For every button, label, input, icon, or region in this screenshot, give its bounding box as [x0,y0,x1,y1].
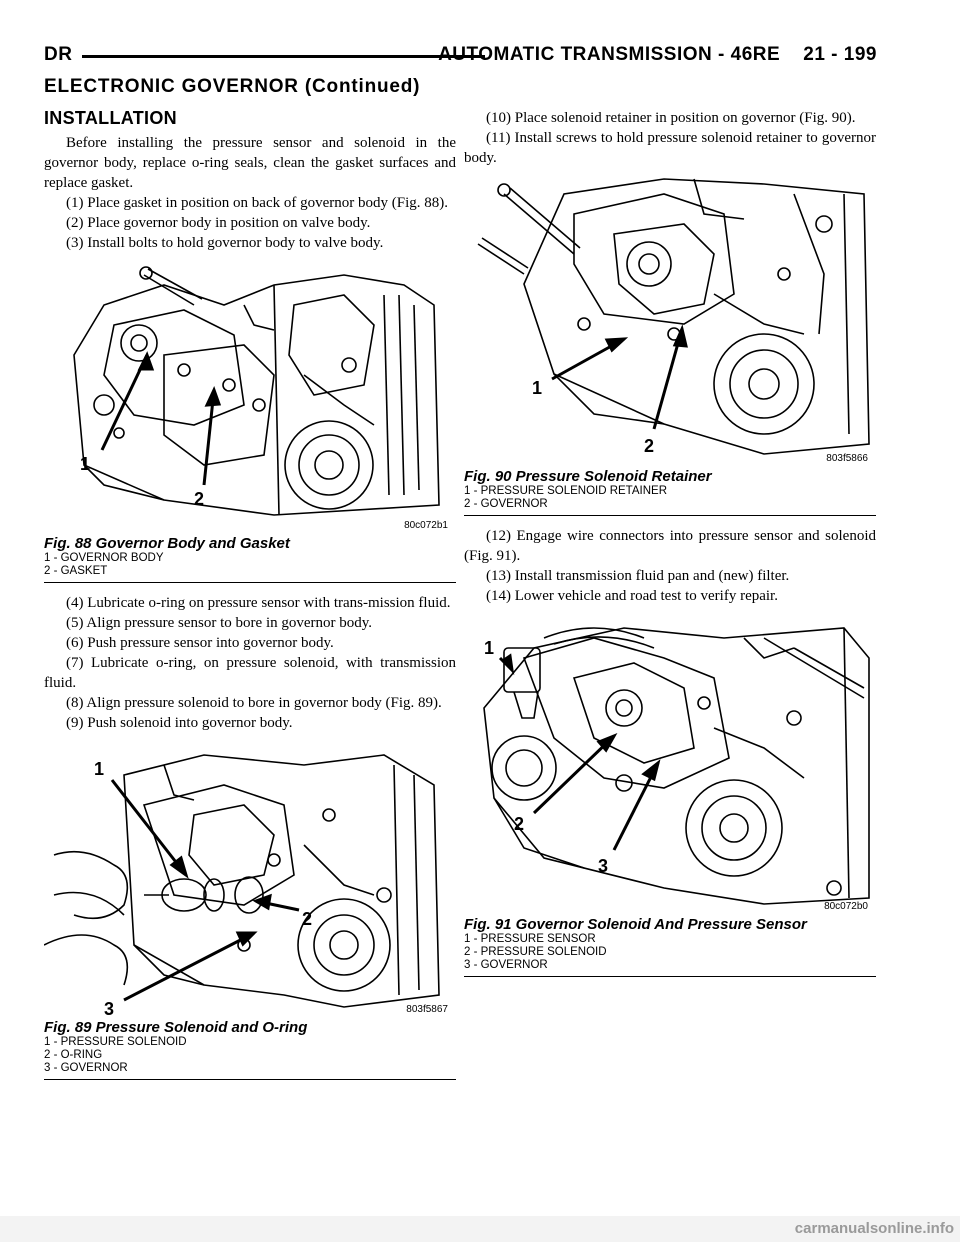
legend-item: 1 - PRESSURE SOLENOID RETAINER [464,485,667,497]
watermark-text: carmanualsonline.info [794,1220,954,1237]
pressure-solenoid-retainer-drawing [464,174,876,466]
figure-91 [464,618,876,977]
header-section-page: AUTOMATIC TRANSMISSION - 46RE 21 - 199 [438,44,877,65]
right-column [464,108,876,977]
figure-88 [44,265,456,583]
pressure-solenoid-oring-drawing [44,745,456,1017]
continued-title: ELECTRONIC GOVERNOR (Continued) [44,76,421,97]
fig88-callout-1: 1 [80,454,91,474]
figure-90-legend [464,485,876,516]
fig89-callout-2: 2 [302,909,313,929]
legend-item: 1 - GOVERNOR BODY [44,552,164,564]
figure-91-caption: Fig. 91 Governor Solenoid And Pressure Sensor [464,916,807,933]
figure-89 [44,745,456,1080]
step-1: (1) Place gasket in position on back of governor body (Fig. 88). [66,195,449,211]
figure-91-illustration [464,618,876,914]
figure-88-code: 80c072b1 [404,520,448,531]
figure-89-illustration [44,745,456,1017]
figure-90-code: 803f5866 [826,453,868,464]
governor-solenoid-pressure-sensor-drawing [464,618,876,914]
fig90-callout-1: 1 [532,378,543,398]
legend-item: 2 - GASKET [44,565,108,577]
legend-item: 2 - O-RING [44,1049,103,1061]
fig91-callout-2: 2 [514,814,525,834]
step-8: (8) Align pressure solenoid to bore in governor body (Fig. 89). [66,695,442,711]
legend-item: 3 - GOVERNOR [44,1062,128,1074]
figure-91-code: 80c072b0 [824,901,868,912]
step-10: (10) Place solenoid retainer in position on governor (Fig. 90). [486,110,856,126]
step-2: (2) Place governor body in position on valve body. [66,215,371,231]
step-11: (11) Install screws to hold pressure solenoid retainer to governor body. [464,130,876,166]
step-6: (6) Push pressure sensor into governor body. [66,635,334,651]
figure-89-code: 803f5867 [406,1004,448,1015]
figure-89-caption: Fig. 89 Pressure Solenoid and O-ring [44,1019,308,1036]
step-12: (12) Engage wire connectors into pressure sensor and solenoid (Fig. 91). [464,528,876,564]
section-title: INSTALLATION [44,108,177,128]
governor-body-gasket-drawing [44,265,456,533]
figure-90-illustration [464,174,876,466]
legend-item: 1 - PRESSURE SENSOR [464,933,596,945]
fig91-callout-3: 3 [598,856,609,876]
figure-88-caption: Fig. 88 Governor Body and Gasket [44,535,290,552]
step-9: (9) Push solenoid into governor body. [66,715,293,731]
figure-89-legend [44,1036,456,1080]
step-4: (4) Lubricate o-ring on pressure sensor with trans-mission fluid. [66,595,451,611]
step-7: (7) Lubricate o-ring, on pressure solenoid, with transmission fluid. [44,655,456,691]
header-rule [82,55,485,58]
fig91-callout-1: 1 [484,638,495,658]
figure-88-legend [44,552,456,583]
legend-item: 2 - GOVERNOR [464,498,548,510]
header-manual-code: DR [44,44,73,65]
step-3: (3) Install bolts to hold governor body to valve body. [66,235,384,251]
intro-paragraph: Before installing the pressure sensor and solenoid in the governor body, replace o-ring seals, clean the gasket surfaces and replace gasket. [44,135,456,191]
legend-item: 2 - PRESSURE SOLENOID [464,946,607,958]
step-13: (13) Install transmission fluid pan and (new) filter. [486,568,790,584]
figure-90 [464,174,876,516]
legend-item: 1 - PRESSURE SOLENOID [44,1036,187,1048]
figure-88-illustration [44,265,456,533]
fig89-callout-3: 3 [104,999,115,1017]
legend-item: 3 - GOVERNOR [464,959,548,971]
page-header [44,44,877,74]
figure-90-caption: Fig. 90 Pressure Solenoid Retainer [464,468,712,485]
figure-91-legend [464,933,876,977]
left-column [44,108,456,1080]
fig88-callout-2: 2 [194,489,205,509]
fig90-callout-2: 2 [644,436,655,456]
fig89-callout-1: 1 [94,759,105,779]
step-14: (14) Lower vehicle and road test to verify repair. [486,588,778,604]
step-5: (5) Align pressure sensor to bore in governor body. [66,615,373,631]
